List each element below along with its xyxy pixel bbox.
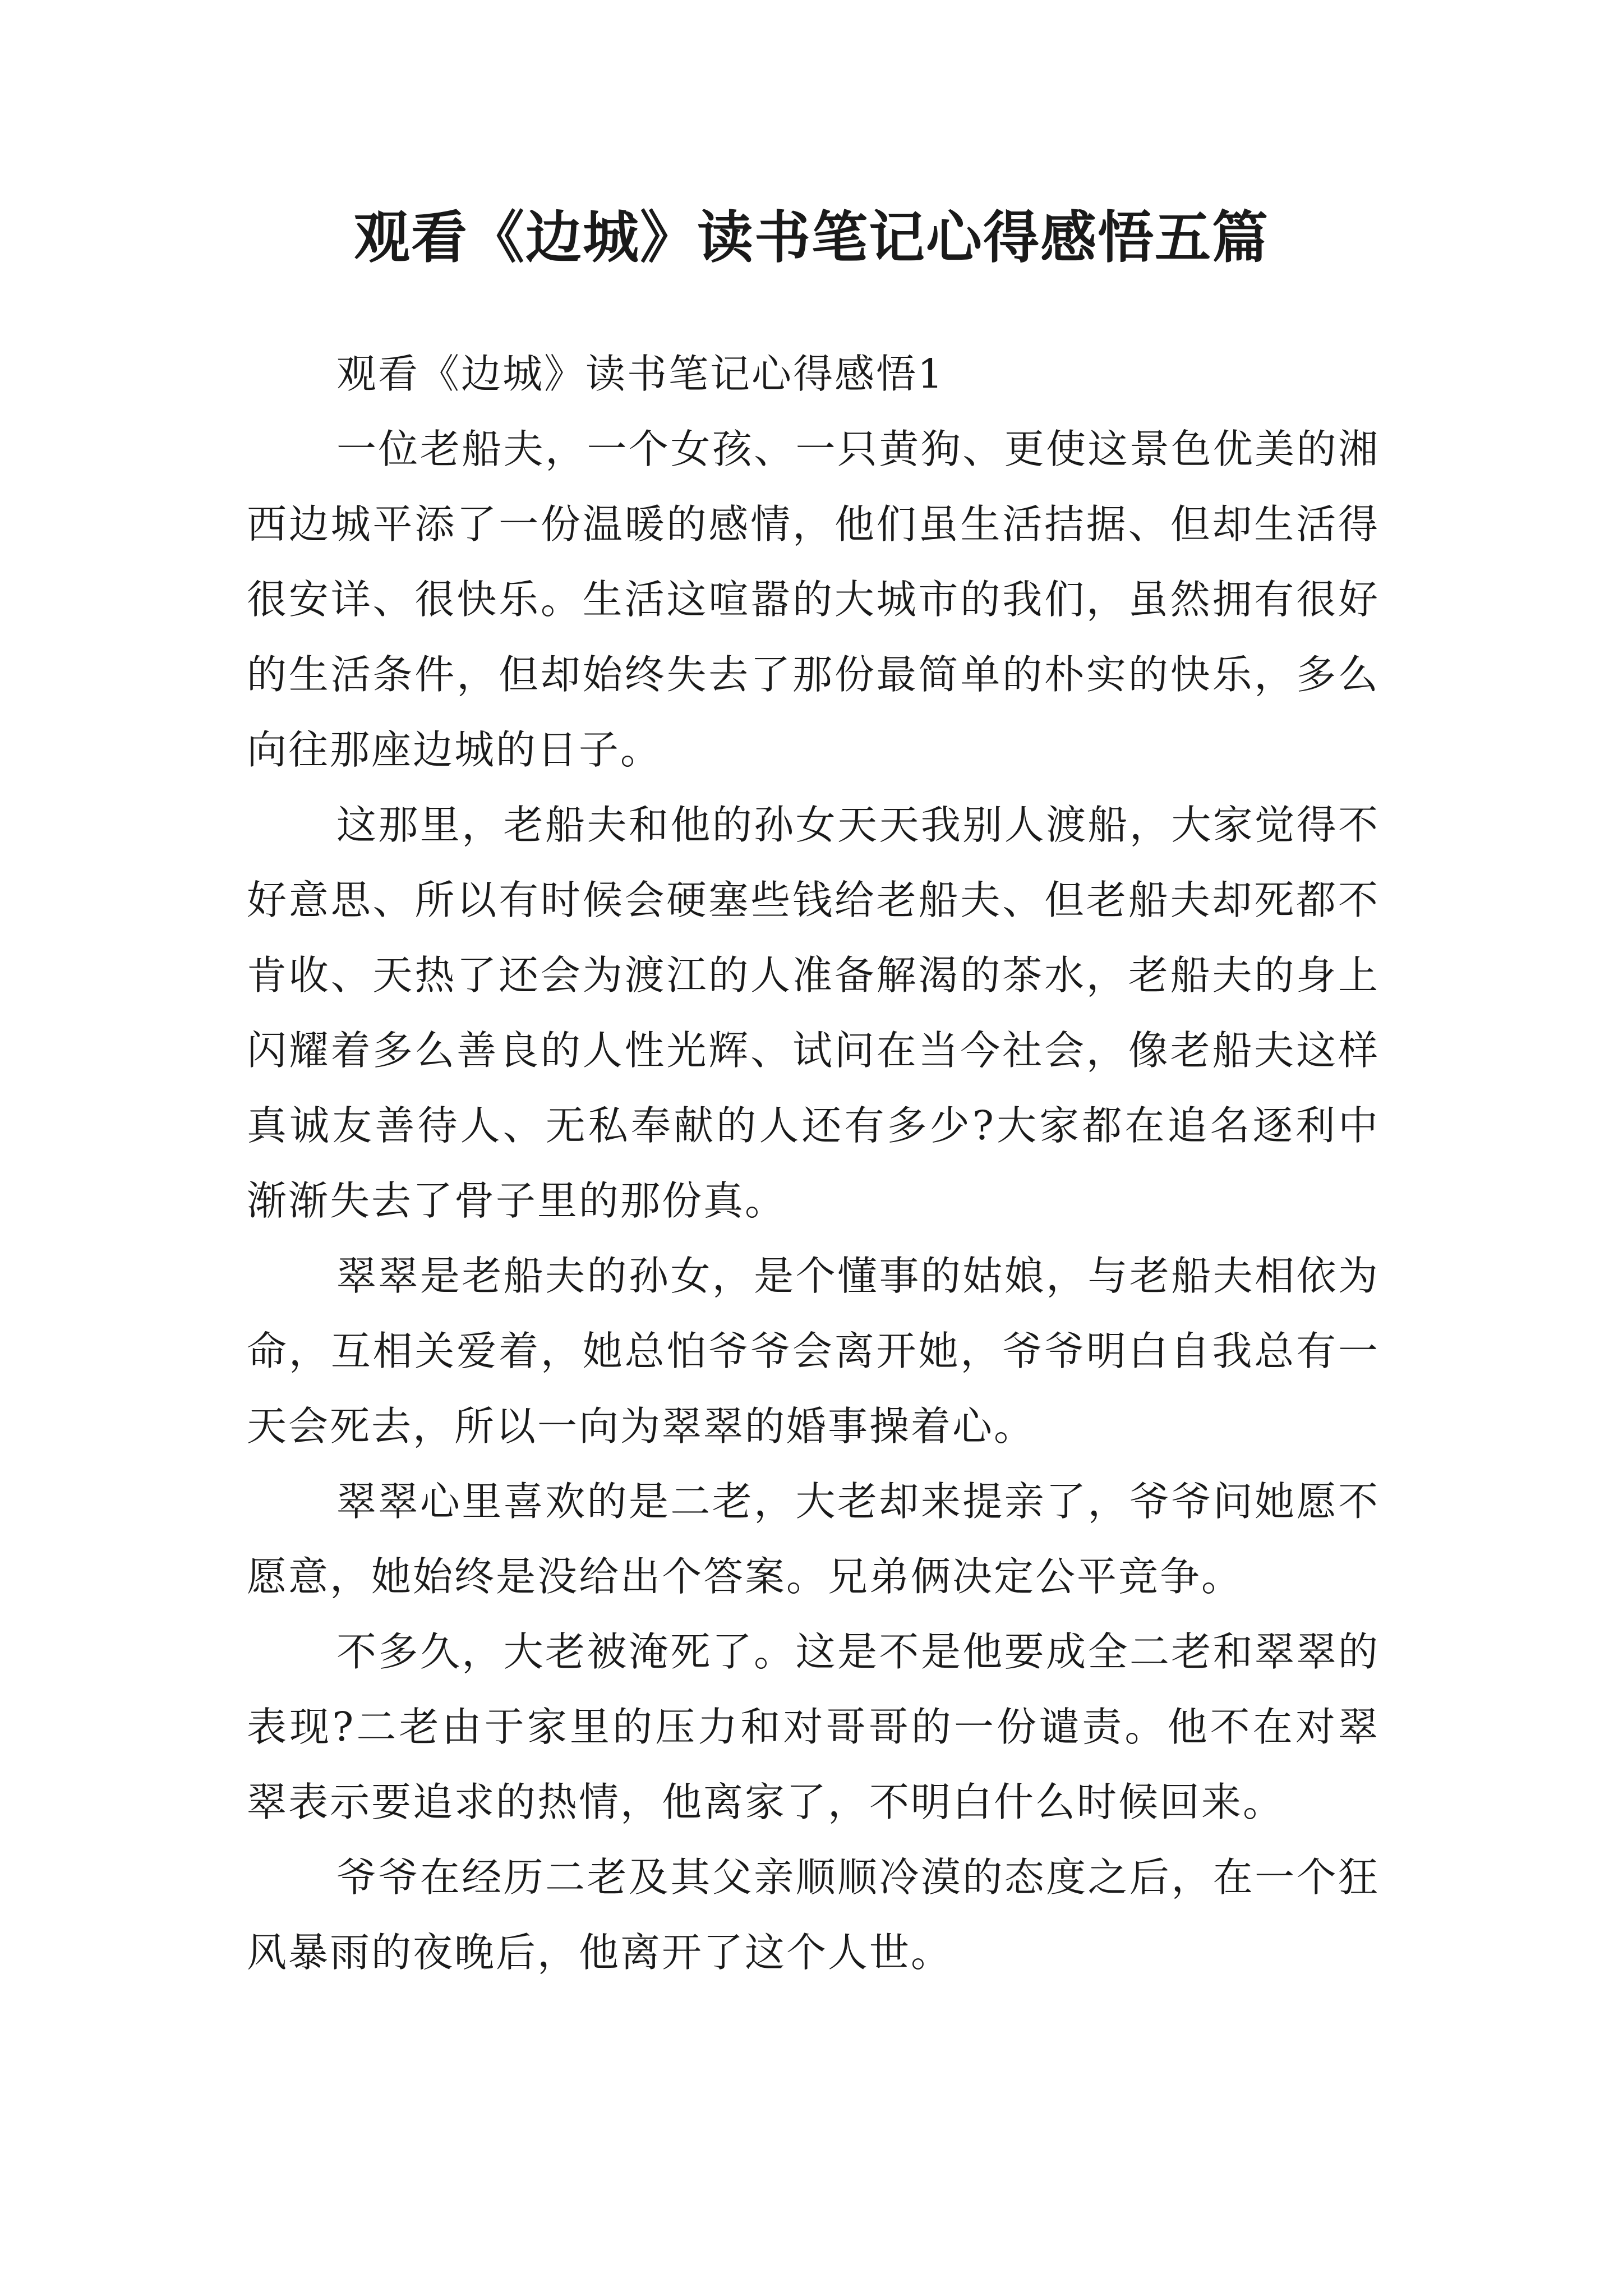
paragraph-3: 翠翠是老船夫的孙女，是个懂事的姑娘，与老船夫相依为命，互相关爱着，她总怕爷爷会离开她，爷爷明白自我总有一天会死去，所以一向为翠翠的婚事操着心。 [247, 1253, 1380, 1450]
paragraph-6: 爷爷在经历二老及其父亲顺顺冷漠的态度之后，在一个狂风暴雨的夜晚后，他离开了这个人世。 [247, 1854, 1380, 1976]
paragraph-1: 一位老船夫，一个女孩、一只黄狗、更使这景色优美的湘西边城平添了一份温暖的感情，他们虽生活拮据、但却生活得很安详、很快乐。生活这喧嚣的大城市的我们，虽然拥有很好的生活条件，但却始终失去了那份最简单的朴实的快乐，多么向往那座边城的日子。 [247, 426, 1380, 773]
document-title: 观看《边城》读书笔记心得感悟五篇 [354, 204, 1269, 270]
paragraph-5: 不多久，大老被淹死了。这是不是他要成全二老和翠翠的表现?二老由于家里的压力和对哥哥的一份谴责。他不在对翠翠表示要追求的热情，他离家了，不明白什么时候回来。 [247, 1628, 1380, 1825]
paragraph-2: 这那里，老船夫和他的孙女天天我别人渡船，大家觉得不好意思、所以有时候会硬塞些钱给老船夫、但老船夫却死都不肯收、天热了还会为渡江的人准备解渴的茶水，老船夫的身上闪耀着多么善良的人性光辉、试问在当今社会，像老船夫这样真诚友善待人、无私奉献的人还有多少?大家都在追名逐利中渐渐失去了骨子里的那份真。 [247, 802, 1380, 1224]
document-body [247, 337, 1380, 1990]
section-heading: 观看《边城》读书笔记心得感悟1 [336, 351, 945, 397]
paragraph-4: 翠翠心里喜欢的是二老，大老却来提亲了，爷爷问她愿不愿意，她始终是没给出个答案。兄弟俩决定公平竞争。 [247, 1478, 1380, 1600]
